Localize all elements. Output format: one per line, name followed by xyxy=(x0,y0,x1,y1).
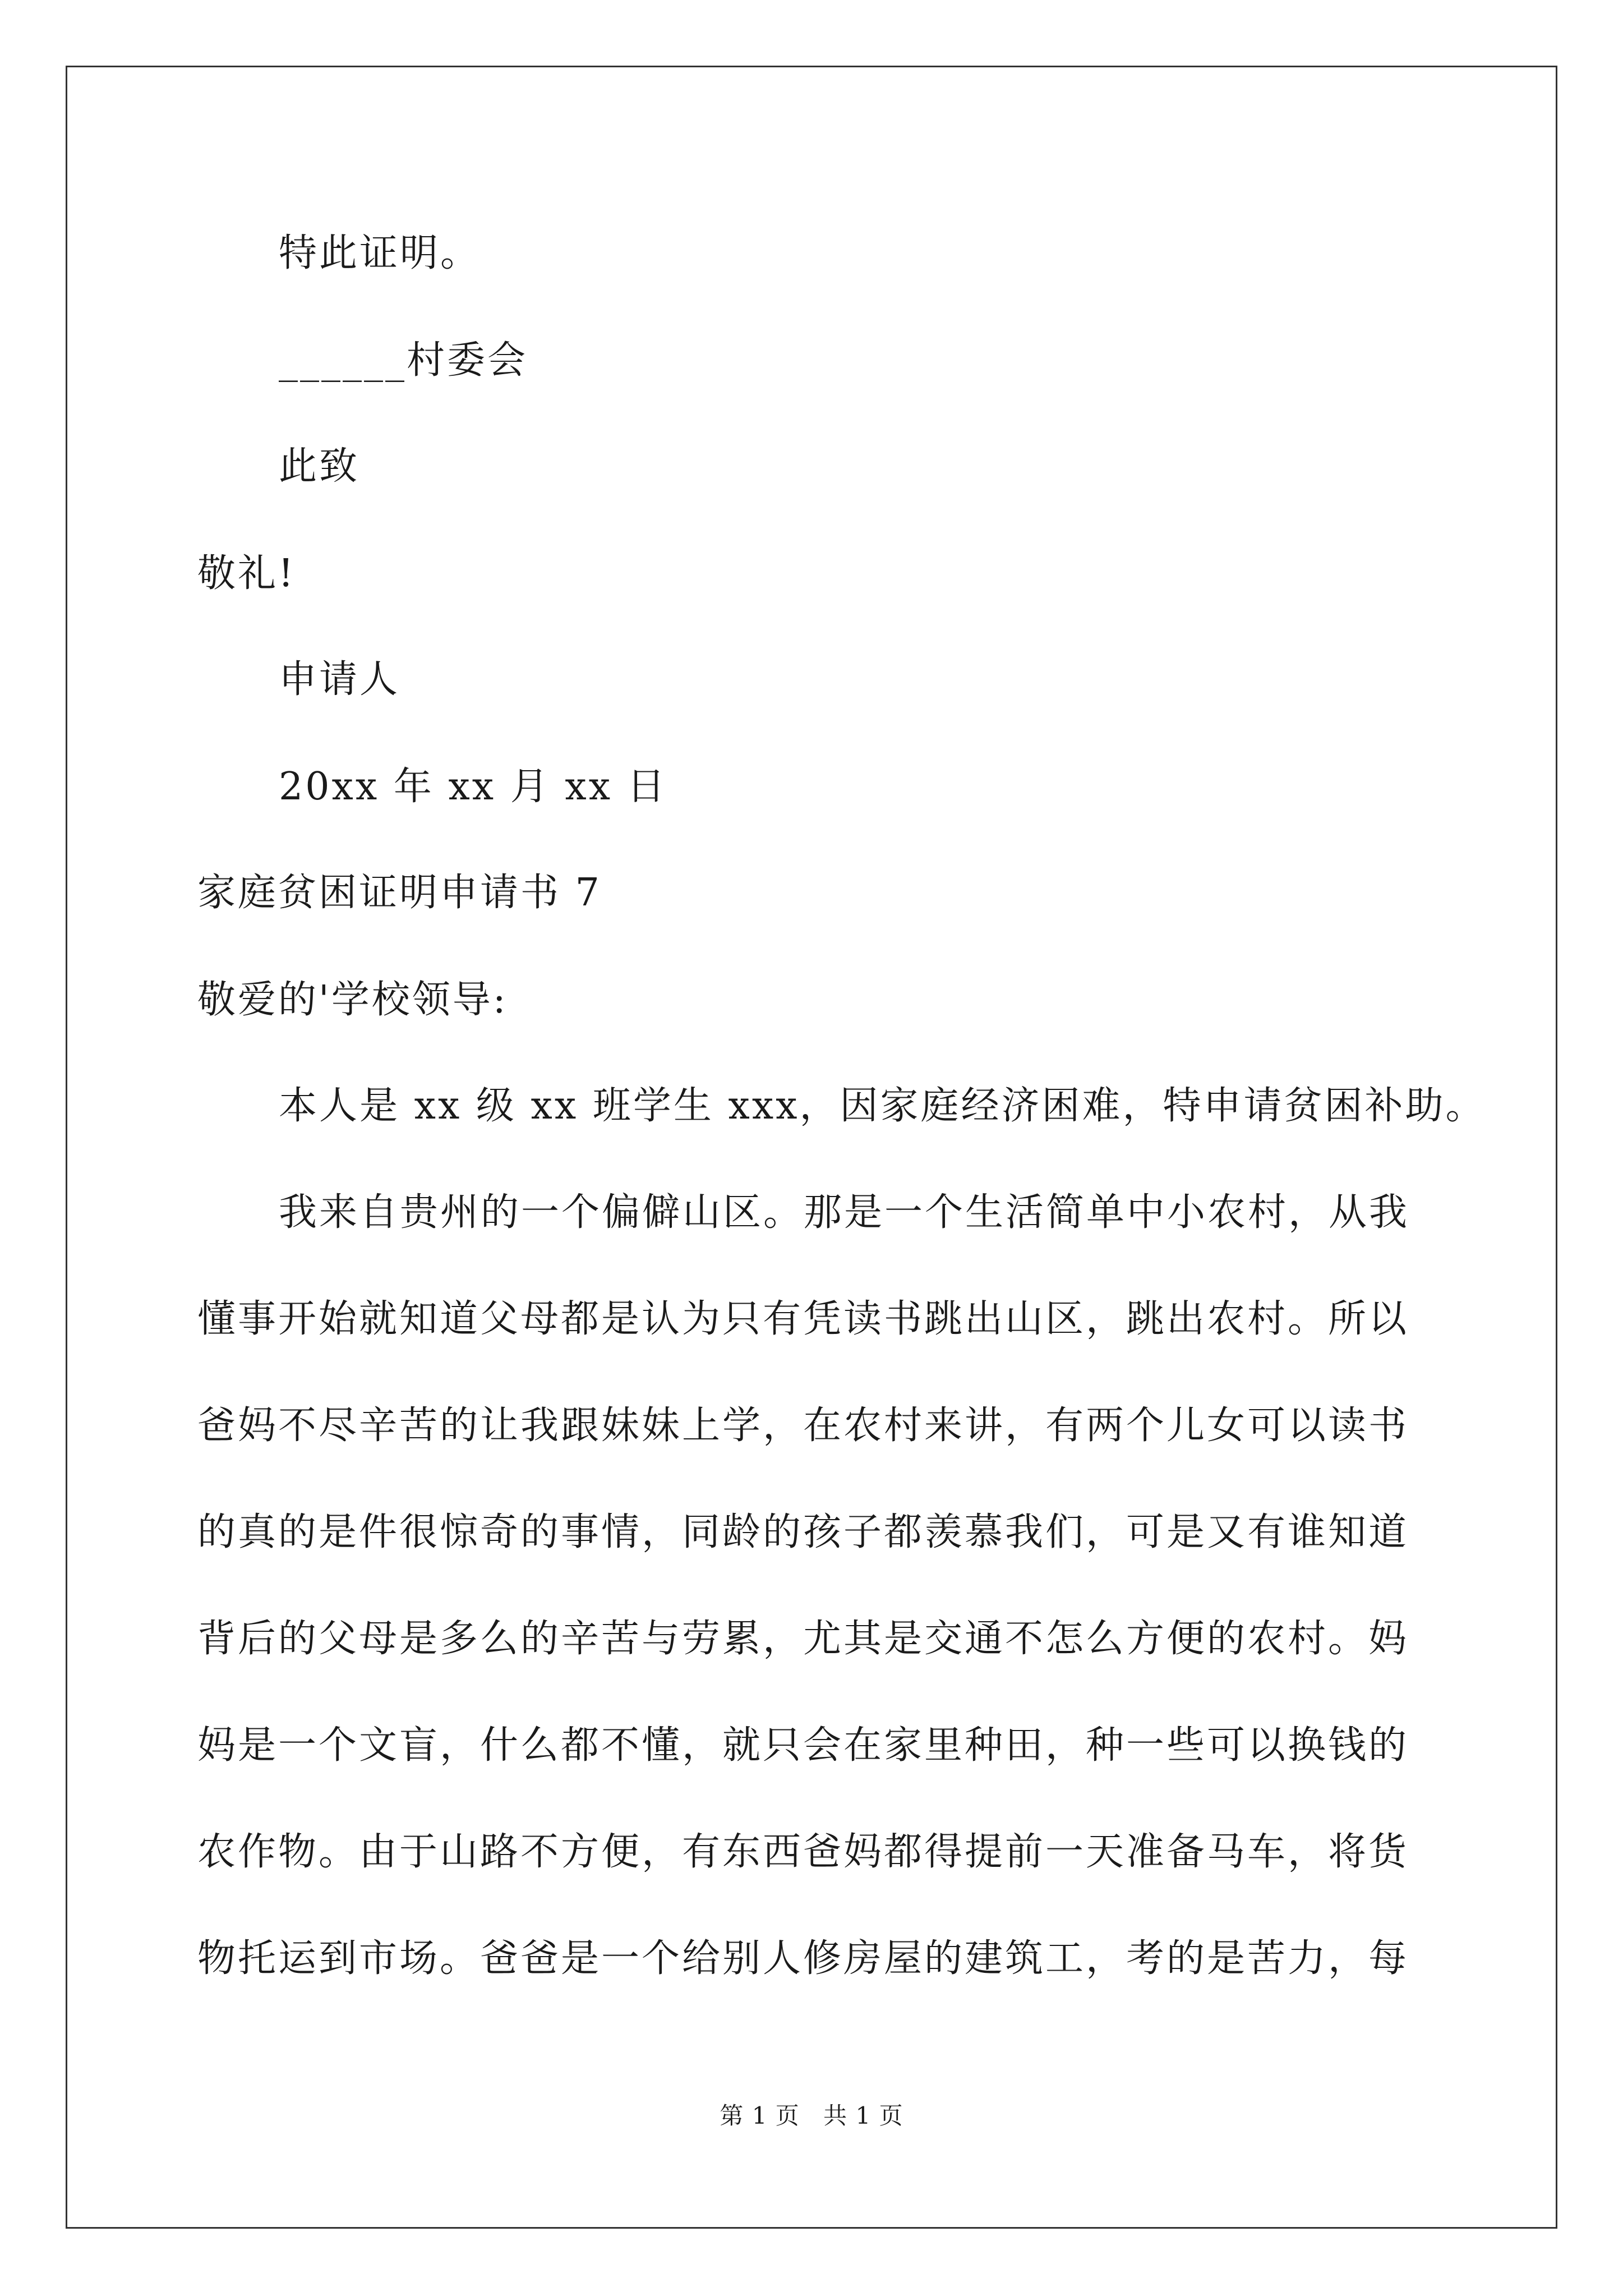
text-line: 物托运到市场。爸爸是一个给别人修房屋的建筑工，考的是苦力，每 xyxy=(197,1936,1409,1981)
text-line: 特此证明。 xyxy=(279,231,481,275)
text-line: 本人是 xx 级 xx 班学生 xxx，因家庭经济困难，特申请贫困补助。 xyxy=(279,1084,1486,1128)
page-footer xyxy=(0,2102,1623,2130)
text-line: 爸妈不尽辛苦的让我跟妹妹上学，在农村来讲，有两个儿女可以读书 xyxy=(197,1404,1409,1448)
text-line: 妈是一个文盲，什么都不懂，就只会在家里种田，种一些可以换钱的 xyxy=(197,1723,1409,1768)
text-line: 敬礼! xyxy=(197,551,296,596)
text-line: 背后的父母是多么的辛苦与劳累，尤其是交通不怎么方便的农村。妈 xyxy=(197,1617,1409,1661)
date-line: 20xx 年 xx 月 xx 日 xyxy=(279,765,667,809)
salutation: 敬爱的'学校领导: xyxy=(197,978,508,1022)
text-line: 的真的是件很惊奇的事情，同龄的孩子都羡慕我们，可是又有谁知道 xyxy=(197,1510,1409,1554)
page-total: 共 1 页 xyxy=(823,2102,903,2129)
page-number: 第 1 页 xyxy=(720,2102,800,2129)
section-title: 家庭贫困证明申请书 7 xyxy=(197,871,602,915)
text-line: 农作物。由于山路不方便，有东西爸妈都得提前一天准备马车，将货 xyxy=(197,1830,1409,1874)
text-line: 申请人 xyxy=(279,657,400,702)
text-line: 懂事开始就知道父母都是认为只有凭读书跳出山区，跳出农村。所以 xyxy=(197,1297,1409,1341)
text-line: 此致 xyxy=(279,444,360,489)
page-border xyxy=(66,66,1557,2229)
text-line: 我来自贵州的一个偏僻山区。那是一个生活简单中小农村，从我 xyxy=(279,1190,1410,1235)
text-line: ______村委会 xyxy=(279,338,528,383)
